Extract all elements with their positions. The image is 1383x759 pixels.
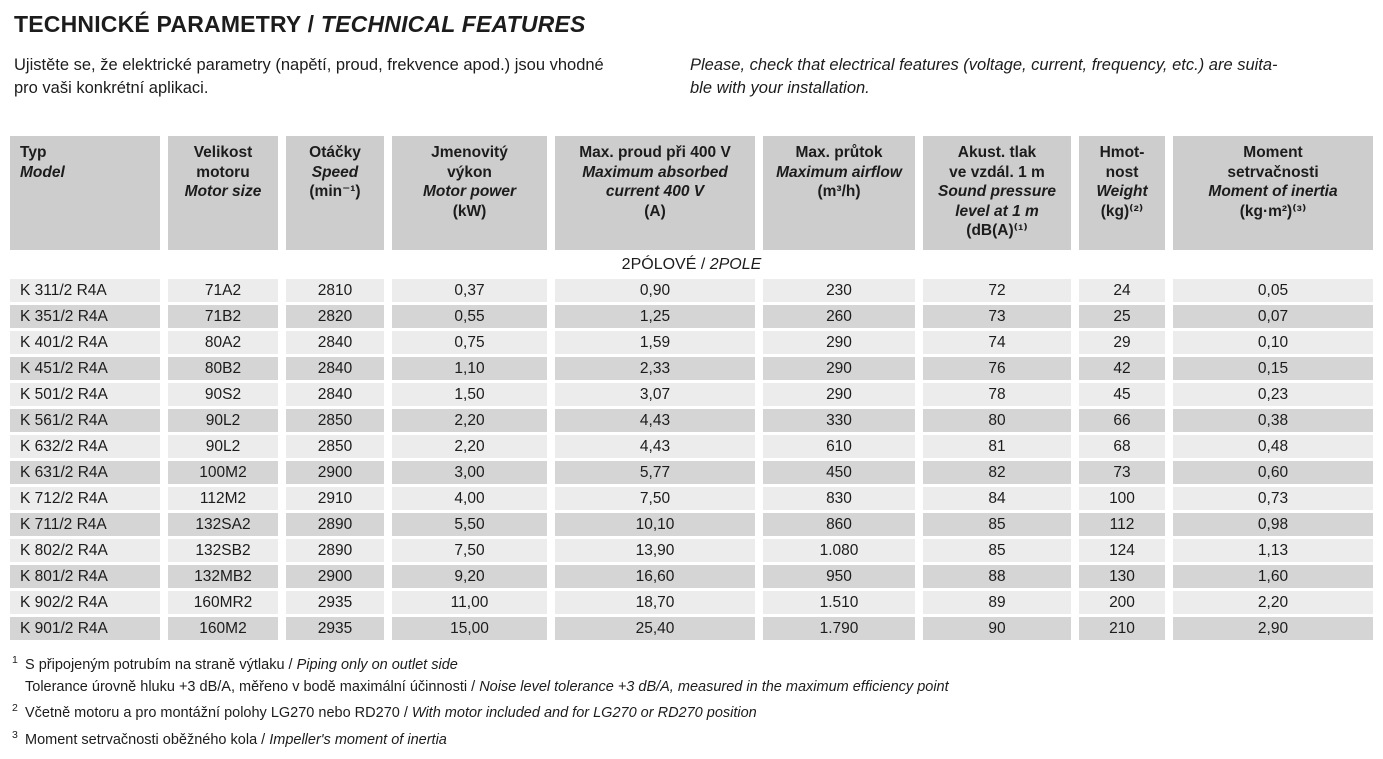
table-cell: 830: [763, 487, 915, 510]
table-cell: 73: [923, 305, 1071, 328]
table-cell: 1.510: [763, 591, 915, 614]
table-cell: 84: [923, 487, 1071, 510]
header-line: Maximum absorbed: [582, 163, 728, 181]
table-cell: 0,07: [1173, 305, 1373, 328]
table-cell: 0,38: [1173, 409, 1373, 432]
table-cell: 85: [923, 513, 1071, 536]
intro-section: [14, 54, 1383, 100]
table-cell: K 801/2 R4A: [10, 565, 160, 588]
page-title-cz: TECHNICKÉ PARAMETRY: [14, 11, 302, 37]
table-cell: 71B2: [168, 305, 278, 328]
table-cell: 90S2: [168, 383, 278, 406]
table-cell: 0,23: [1173, 383, 1373, 406]
table-header-cell-moment-setrvacnosti: [1173, 136, 1373, 250]
table-header-cell-otacky-speed: [286, 136, 384, 250]
table-cell: 2890: [286, 513, 384, 536]
table-cell: 210: [1079, 617, 1165, 640]
table-cell: 80A2: [168, 331, 278, 354]
table-cell: 2900: [286, 565, 384, 588]
table-cell: 290: [763, 357, 915, 380]
header-line: Akust. tlak: [957, 144, 1037, 161]
table-cell: 0,37: [392, 279, 547, 302]
table-cell: 0,05: [1173, 279, 1373, 302]
section-label-cz: 2PÓLOVÉ: [621, 256, 697, 273]
table-cell: 0,48: [1173, 435, 1373, 458]
header-line: Hmot-: [1099, 144, 1145, 161]
table-cell: K 631/2 R4A: [10, 461, 160, 484]
table-cell: 1,59: [555, 331, 755, 354]
table-cell: 3,00: [392, 461, 547, 484]
footnote-line: [12, 677, 1373, 699]
intro-en-line: Please, check that electrical features (voltage, current, frequency, etc.) are suita-: [690, 56, 1278, 74]
table-cell: 290: [763, 383, 915, 406]
table-cell: 200: [1079, 591, 1165, 614]
header-line: Weight: [1096, 183, 1148, 200]
table-cell: 18,70: [555, 591, 755, 614]
header-line: (min⁻¹): [309, 183, 361, 200]
table-cell: K 802/2 R4A: [10, 539, 160, 562]
table-cell: 0,55: [392, 305, 547, 328]
header-line: ve vzdál. 1 m: [949, 163, 1045, 181]
table-cell: 0,73: [1173, 487, 1373, 510]
table-cell: 88: [923, 565, 1071, 588]
table-cell: 89: [923, 591, 1071, 614]
table-cell: 25,40: [555, 617, 755, 640]
page-title: [14, 11, 1383, 38]
table-cell: 132MB2: [168, 565, 278, 588]
table-cell: 160MR2: [168, 591, 278, 614]
header-line: Moment: [1243, 144, 1303, 161]
footnote-text-en: With motor included and for LG270 or RD270 position: [411, 705, 757, 721]
footnote-text-cz: Moment setrvačnosti oběžného kola /: [25, 731, 270, 748]
table-cell: 71A2: [168, 279, 278, 302]
table-cell: K 561/2 R4A: [10, 409, 160, 432]
table-cell: 132SB2: [168, 539, 278, 562]
table-cell: 2850: [286, 409, 384, 432]
footnote-text-en: Noise level tolerance +3 dB/A, measured in the maximum efficiency point: [479, 678, 949, 695]
table-cell: 1,13: [1173, 539, 1373, 562]
intro-paragraph-en: [690, 54, 1278, 100]
section-label-separator: /: [696, 256, 710, 273]
table-cell: K 401/2 R4A: [10, 331, 160, 354]
header-line: (kg·m²)⁽³⁾: [1239, 202, 1307, 220]
table-cell: 9,20: [392, 565, 547, 588]
footnote-text-en: Piping only on outlet side: [296, 657, 458, 673]
table-cell: 330: [763, 409, 915, 432]
header-line: Jmenovitý: [431, 144, 508, 161]
table-cell: 82: [923, 461, 1071, 484]
table-cell: 2840: [286, 357, 384, 380]
footnote-marker: 2: [12, 702, 18, 714]
table-cell: 0,98: [1173, 513, 1373, 536]
table-cell: 76: [923, 357, 1071, 380]
section-row-2pole: [10, 253, 1373, 276]
table-cell: 66: [1079, 409, 1165, 432]
table-cell: K 351/2 R4A: [10, 305, 160, 328]
intro-cz-line: pro vaši konkrétní aplikaci.: [14, 79, 209, 97]
table-cell: 1.080: [763, 539, 915, 562]
header-line: výkon: [447, 163, 492, 181]
table-cell: 100M2: [168, 461, 278, 484]
table-cell: 15,00: [392, 617, 547, 640]
table-cell: 78: [923, 383, 1071, 406]
table-header-cell-akust-tlak: [923, 136, 1071, 250]
table-cell: 2840: [286, 383, 384, 406]
table-cell: 11,00: [392, 591, 547, 614]
table-cell: 2,20: [1173, 591, 1373, 614]
table-cell: 160M2: [168, 617, 278, 640]
table-cell: 80B2: [168, 357, 278, 380]
table-header-cell-typ-model: [10, 136, 160, 250]
table-cell: 2,20: [392, 409, 547, 432]
table-header-cell-max-proud: [555, 136, 755, 250]
parameters-table: [10, 136, 1373, 640]
table-cell: 2910: [286, 487, 384, 510]
table-cell: 29: [1079, 331, 1165, 354]
table-cell: 90L2: [168, 435, 278, 458]
header-line: (kg)⁽²⁾: [1100, 202, 1144, 220]
header-line: Speed: [311, 163, 359, 181]
table-cell: K 711/2 R4A: [10, 513, 160, 536]
intro-en-line: ble with your installation.: [690, 79, 870, 97]
table-cell: 2850: [286, 435, 384, 458]
header-line: Velikost: [193, 144, 253, 161]
footnote-marker: 3: [12, 728, 18, 741]
table-cell: 4,43: [555, 409, 755, 432]
table-cell: 290: [763, 331, 915, 354]
header-line: Model: [20, 163, 65, 181]
table-cell: 2820: [286, 305, 384, 328]
footnote-text-cz: S připojeným potrubím na straně výtlaku /: [25, 657, 297, 673]
table-cell: K 901/2 R4A: [10, 617, 160, 640]
table-cell: 4,43: [555, 435, 755, 458]
table-cell: 85: [923, 539, 1071, 562]
table-cell: 7,50: [555, 487, 755, 510]
table-cell: 68: [1079, 435, 1165, 458]
table-cell: K 902/2 R4A: [10, 591, 160, 614]
table-cell: K 501/2 R4A: [10, 383, 160, 406]
table-cell: 2890: [286, 539, 384, 562]
table-cell: 112: [1079, 513, 1165, 536]
table-cell: 124: [1079, 539, 1165, 562]
table-cell: 2,20: [392, 435, 547, 458]
header-line: Maximum airflow: [776, 163, 902, 181]
table-cell: K 311/2 R4A: [10, 279, 160, 302]
table-cell: 7,50: [392, 539, 547, 562]
table-cell: 10,10: [555, 513, 755, 536]
header-line: Typ: [20, 144, 47, 161]
table-cell: 42: [1079, 357, 1165, 380]
table-cell: 100: [1079, 487, 1165, 510]
footnote-text-cz: Tolerance úrovně hluku +3 dB/A, měřeno v bodě maximální účinnosti /: [25, 678, 480, 695]
table-cell: 112M2: [168, 487, 278, 510]
table-cell: 132SA2: [168, 513, 278, 536]
table-cell: 72: [923, 279, 1071, 302]
table-cell: 80: [923, 409, 1071, 432]
footnote-line: [12, 725, 1373, 752]
table-header-cell-max-prutok: [763, 136, 915, 250]
header-line: level at 1 m: [955, 202, 1039, 220]
table-cell: 16,60: [555, 565, 755, 588]
table-cell: 1,50: [392, 383, 547, 406]
header-line: Max. proud při 400 V: [579, 144, 731, 161]
table-cell: 73: [1079, 461, 1165, 484]
page-title-separator: /: [301, 11, 321, 37]
table-cell: 5,77: [555, 461, 755, 484]
footnote-marker: 1: [12, 654, 18, 666]
table-header-cell-hmotnost-weight: [1079, 136, 1165, 250]
intro-paragraph-cz: [14, 54, 690, 100]
table-cell: 0,10: [1173, 331, 1373, 354]
header-line: setrvačnosti: [1227, 163, 1319, 181]
header-line: nost: [1105, 163, 1139, 181]
table-cell: 1,60: [1173, 565, 1373, 588]
table-cell: 0,75: [392, 331, 547, 354]
table-cell: 0,90: [555, 279, 755, 302]
intro-cz-line: Ujistěte se, že elektrické parametry (napětí, proud, frekvence apod.) jsou vhodné: [14, 56, 604, 74]
table-cell: 2840: [286, 331, 384, 354]
table-header-cell-jmenovity-vykon: [392, 136, 547, 250]
table-cell: 450: [763, 461, 915, 484]
table-cell: 260: [763, 305, 915, 328]
table-cell: 1.790: [763, 617, 915, 640]
table-cell: 1,25: [555, 305, 755, 328]
table-cell: 2935: [286, 591, 384, 614]
table-cell: 25: [1079, 305, 1165, 328]
table-cell: 2935: [286, 617, 384, 640]
table-cell: 860: [763, 513, 915, 536]
table-cell: 2810: [286, 279, 384, 302]
footnote-line: [12, 650, 1373, 677]
table-cell: 90L2: [168, 409, 278, 432]
table-cell: 3,07: [555, 383, 755, 406]
table-cell: 2,90: [1173, 617, 1373, 640]
table-cell: 4,00: [392, 487, 547, 510]
table-cell: 90: [923, 617, 1071, 640]
footnote-text-en: Impeller's moment of inertia: [269, 731, 447, 748]
header-line: Otáčky: [309, 144, 361, 161]
header-line: Max. průtok: [795, 144, 883, 161]
table-cell: 130: [1079, 565, 1165, 588]
table-cell: 13,90: [555, 539, 755, 562]
table-cell: 24: [1079, 279, 1165, 302]
table-cell: 74: [923, 331, 1071, 354]
page-title-en: TECHNICAL FEATURES: [320, 11, 586, 37]
header-line: current 400 V: [605, 183, 705, 200]
section-label-en: 2POLE: [709, 256, 762, 273]
footnotes: [12, 650, 1373, 751]
header-line: Moment of inertia: [1208, 183, 1338, 200]
header-line: (A): [644, 202, 666, 220]
header-line: (kW): [452, 202, 487, 220]
header-line: Motor size: [184, 183, 262, 200]
table-cell: 1,10: [392, 357, 547, 380]
footnote-text-cz: Včetně motoru a pro montážní polohy LG270 nebo RD270 /: [25, 705, 412, 721]
footnote-line: [12, 698, 1373, 725]
header-line: Motor power: [423, 183, 516, 200]
table-cell: 81: [923, 435, 1071, 458]
table-cell: 45: [1079, 383, 1165, 406]
header-line: Sound pressure: [938, 183, 1056, 200]
table-cell: 950: [763, 565, 915, 588]
table-cell: 2,33: [555, 357, 755, 380]
table-cell: 230: [763, 279, 915, 302]
table-cell: K 632/2 R4A: [10, 435, 160, 458]
table-cell: 5,50: [392, 513, 547, 536]
table-cell: K 712/2 R4A: [10, 487, 160, 510]
table-header-cell-velikost-motoru: [168, 136, 278, 250]
table-cell: K 451/2 R4A: [10, 357, 160, 380]
header-line: (m³/h): [817, 183, 861, 200]
table-cell: 610: [763, 435, 915, 458]
table-cell: 2900: [286, 461, 384, 484]
table-cell: 0,60: [1173, 461, 1373, 484]
header-line: (dB(A)⁽¹⁾: [966, 222, 1028, 239]
table-cell: 0,15: [1173, 357, 1373, 380]
header-line: motoru: [196, 163, 250, 181]
